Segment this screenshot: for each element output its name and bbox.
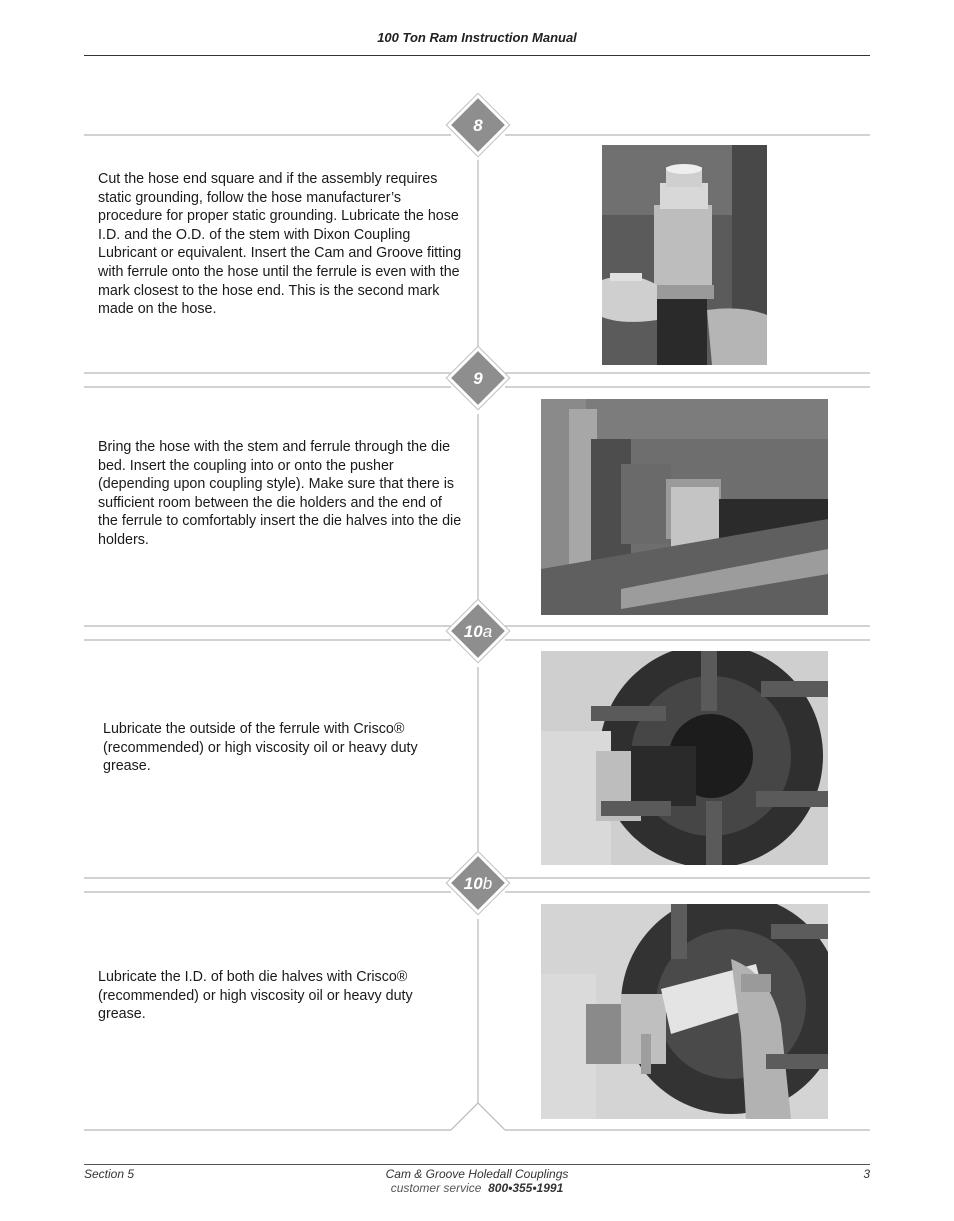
customer-service-label: customer service: [390, 1181, 482, 1195]
footer-center: [0, 1167, 954, 1195]
footer-divider: [84, 1164, 870, 1165]
phone-number: 800•355•1991: [488, 1181, 564, 1195]
step-8-number: 8: [473, 116, 483, 135]
customer-service-line: [0, 1181, 954, 1195]
page-number: 3: [863, 1167, 870, 1181]
step-10a-text: Lubricate the outside of the ferrule with Crisco® (recommended) or high viscosity oil or heavy duty grease.: [103, 721, 418, 775]
header-divider: [84, 55, 870, 56]
manual-title: 100 Ton Ram Instruction Manual: [377, 30, 577, 45]
step-10b-photo: [541, 904, 828, 1119]
step-9-number: 9: [473, 369, 483, 388]
step-10b-number: 10b: [463, 874, 493, 893]
step-10b-text: Lubricate the I.D. of both die halves with Crisco® (recommended) or high viscosity oil or heavy duty grease.: [98, 969, 413, 1023]
step-10a-photo: [541, 651, 828, 865]
step-9-text: Bring the hose with the stem and ferrule through the die bed. Insert the coupling into or onto the pusher (depending upon coupling style). Make sure that there is sufficient room between the die holders and the end of the ferrule to comfortably insert the die halves into the die holders.: [98, 439, 462, 548]
section-label: Section 5: [84, 1167, 135, 1181]
step-8-photo: [602, 145, 767, 365]
step-9-photo: [541, 399, 828, 615]
step-8-text: Cut the hose end square and if the assembly requires static grounding, follow the hose manufacturer’s procedure for proper static grounding. Lubricate the hose I.D. and the O.D. of the stem with Dixon Coupling Lubricant or equivalent. Insert the Cam and Groove fitting with ferrule onto the hose until the ferrule is even with the mark closest to the hose end. This is the second mark made on the hose.: [98, 171, 462, 318]
step-10a-number: 10a: [463, 622, 493, 641]
product-title: Cam & Groove Holedall Couplings: [385, 1167, 569, 1181]
